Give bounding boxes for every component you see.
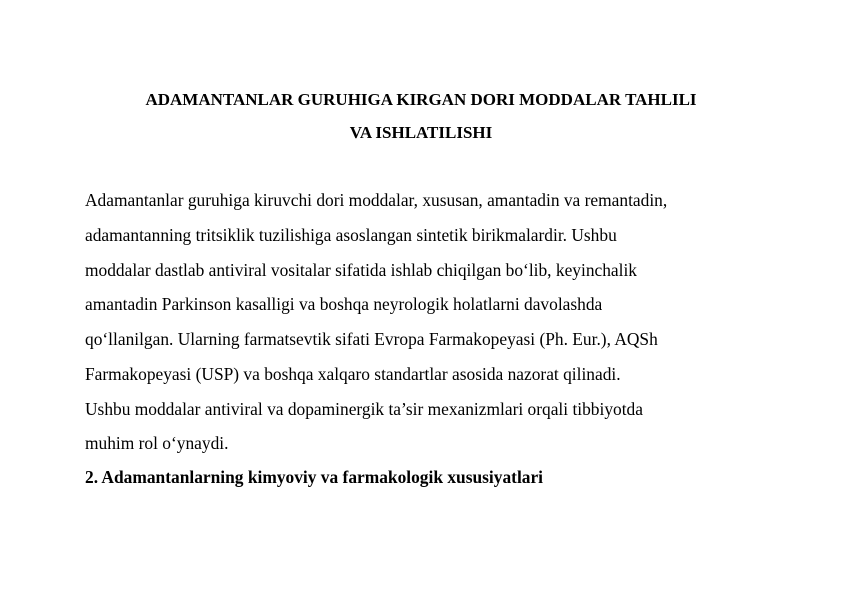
paragraph-line: muhim rol o‘ynaydi. — [85, 433, 229, 453]
document-title-line-1: ADAMANTANLAR GURUHIGA KIRGAN DORI MODDALAR TAHLILI — [145, 90, 697, 109]
section-heading: 2. Adamantanlarning kimyoviy va farmakologik xususiyatlari — [85, 467, 544, 487]
paragraph-line: Farmakopeyasi (USP) va boshqa xalqaro standartlar asosida nazorat qilinadi. — [85, 364, 621, 384]
paragraph-line: Ushbu moddalar antiviral va dopaminergik ta’sir mexanizmlari orqali tibbiyotda — [85, 399, 643, 419]
paragraph-line: adamantanning tritsiklik tuzilishiga asoslangan sintetik birikmalardir. Ushbu — [85, 225, 617, 245]
paragraph-line: qo‘llanilgan. Ularning farmatsevtik sifati Evropa Farmakopeyasi (Ph. Eur.), AQSh — [85, 329, 658, 349]
paragraph-line: amantadin Parkinson kasalligi va boshqa neyrologik holatlarni davolashda — [85, 294, 603, 314]
paragraph-line: moddalar dastlab antiviral vositalar sifatida ishlab chiqilgan bo‘lib, keyinchalik — [85, 260, 637, 280]
document-title-line-2: VA ISHLATILISHI — [349, 123, 493, 142]
paragraph-line: Adamantanlar guruhiga kiruvchi dori moddalar, xususan, amantadin va remantadin, — [85, 190, 668, 210]
